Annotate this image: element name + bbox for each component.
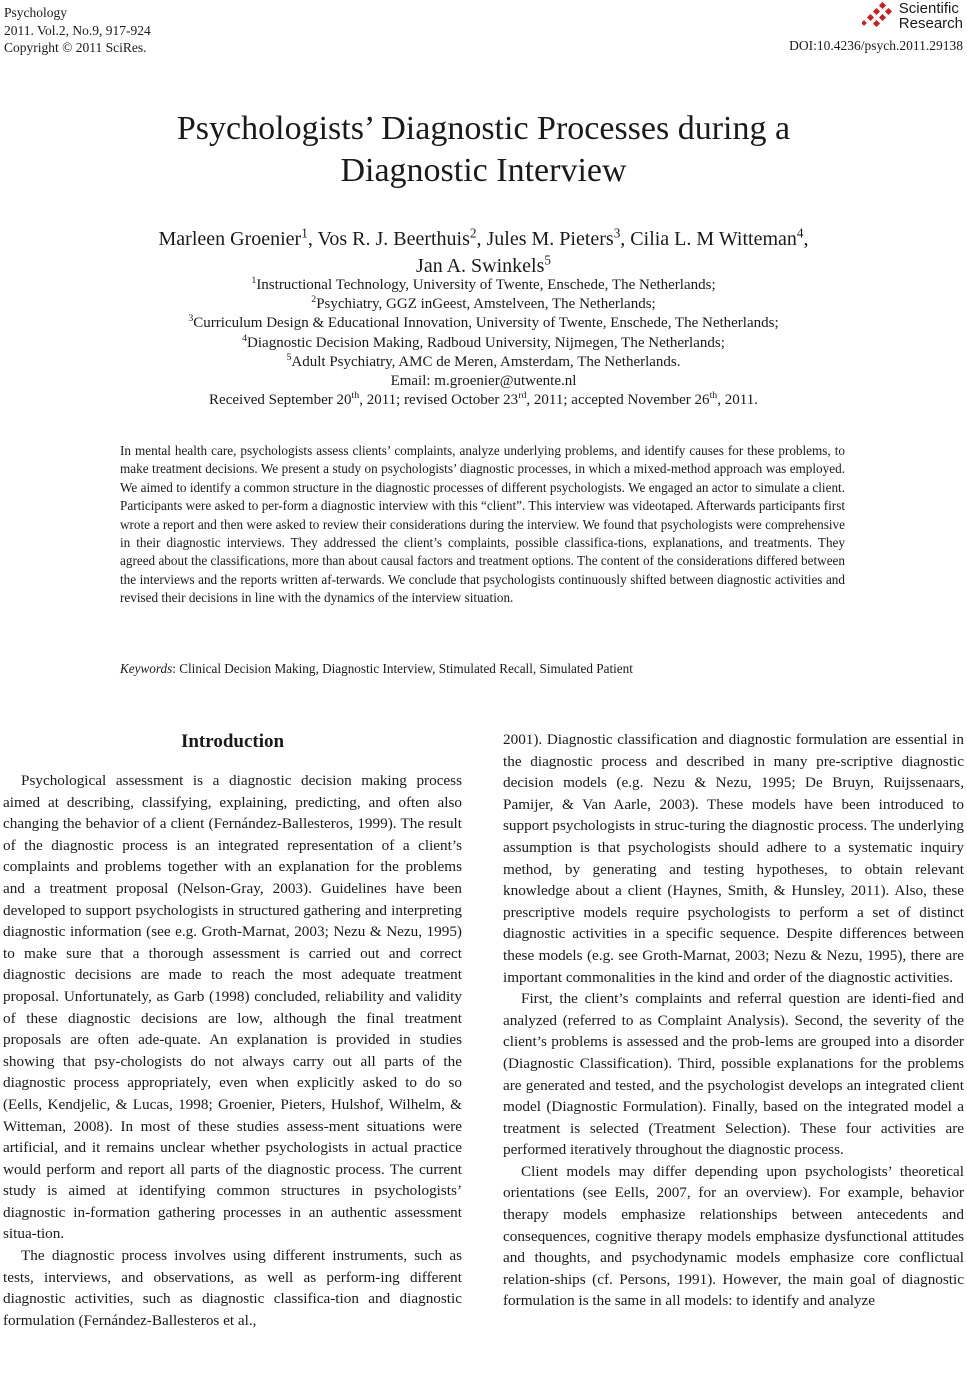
- affiliation-3: [0, 314, 967, 333]
- logo-line-1: Scientific: [898, 0, 959, 17]
- doi-line: DOI:10.4236/psych.2011.29138: [789, 38, 963, 53]
- paragraph: Psychological assessment is a diagnostic decision making process aimed at describing, classifying, explaining, predicting, and often also changing the behavior of a client (Fernández-Ballesteros, 1999). The result of the diagnostic process is an integrated representation of a client’s complaints and problems together with an explanation for the problems and a treatment proposal (Nelson-Gray, 2003). Guidelines have been developed to support psychologists in structured gathering and interpreting diagnostic information (see e.g. Groth-Marnat, 2003; Nezu & Nezu, 1995) to make sure that a thorough assessment is carried out and correct diagnostic decisions are made to reach the most adequate treatment proposal. Unfortunately, as Garb (1998) concluded, reliability and validity of these diagnostic decisions are low, although the final treatment proposals are often ade-quate. An explanation is provided in studies showing that psy-chologists do not always carry out all parts of the diagnostic process appropriately, even when explicitly asked to do so (Eells, Kendjelic, & Lucas, 1998; Groenier, Pieters, Hulshof, Wilhelm, & Witteman, 2008). In most of these studies assess-ment situations were artificial, and it remains unclear whether psychologists in actual practice would perform and report all parts of the diagnostic process. The current study is aimed at identifying common structures in psychologists’ diagnostic in-formation gathering processes in an authentic assessment situa-tion.: [3, 772, 462, 1243]
- affiliations: [0, 276, 967, 410]
- affiliation-4: [0, 334, 967, 353]
- affiliation-4-text: Diagnostic Decision Making, Radboud University, Nijmegen, The Netherlands;: [247, 334, 725, 351]
- right-column: [503, 729, 964, 1312]
- accepted-year: , 2011.: [717, 392, 758, 409]
- paragraph: First, the client’s complaints and referral question are identi-fied and analyzed (referred to as Complaint Analysis). Second, the severity of the client’s problems is assessed and the prob-lems are grouped into a disorder (Diagnostic Classification). Third, possible explanations for the problems are generated and tested, and the psychologist develops an integrated client model (Diagnostic Formulation). Finally, based on the integrated model a treatment is selected (Treatment Selection). These four activities are performed iteratively throughout the diagnostic process.: [503, 990, 964, 1159]
- author-2-sup: 2: [469, 225, 477, 241]
- revised-sup: rd: [518, 390, 527, 402]
- affiliation-1-text: Instructional Technology, University of Twente, Enschede, The Netherlands;: [256, 277, 716, 293]
- author-4-sup: 4: [796, 225, 804, 241]
- author-5: Jan A. Swinkels: [416, 255, 545, 277]
- copyright-line: Copyright © 2011 SciRes.: [4, 40, 147, 55]
- affiliation-2-text: Psychiatry, GGZ inGeest, Amstelveen, The Netherlands;: [316, 296, 656, 313]
- received-line: [0, 391, 967, 410]
- keywords: [120, 661, 845, 677]
- title-line-1: Psychologists’ Diagnostic Processes during a: [176, 110, 791, 147]
- author-2: , Vos R. J. Beerthuis: [307, 228, 470, 250]
- paragraph: The diagnostic process involves using different instruments, such as tests, interviews, and observations, as well as perform-ing different diagnostic activities, such as diagnostic classifica-tion and diagnostic formulation (Fernández-Ballesteros et al.,: [3, 1247, 462, 1329]
- affiliation-1: [0, 276, 967, 295]
- author-4: , Cilia L. M Witteman: [620, 228, 797, 250]
- paragraph: Client models may differ depending upon psychologists’ theoretical orientations (see Eells, 2007, for an overview). For example, behavior therapy models emphasize relationships between antecedents and consequences, cognitive therapy models emphasize dysfunctional attitudes and thoughts, and psychodynamic models emphasize core conflictual relation-ships (cf. Persons, 1991). However, the main goal of diagnostic formulation is the same in all models: to identify and analyze: [503, 1162, 964, 1310]
- accepted-sup: th: [709, 390, 718, 402]
- keywords-text: : Clinical Decision Making, Diagnostic Interview, Stimulated Recall, Simulated Patient: [172, 661, 633, 676]
- affiliation-2: [0, 295, 967, 314]
- affiliation-1-sup: 1: [251, 275, 257, 286]
- scirp-logo-icon: [862, 1, 896, 31]
- accepted-date: , 2011; accepted November 26: [526, 392, 710, 409]
- affiliation-5: [0, 353, 967, 372]
- affiliation-3-text: Curriculum Design & Educational Innovation, University of Twente, Enschede, The Netherlands;: [193, 315, 779, 332]
- author-1-sup: 1: [301, 225, 308, 241]
- publisher-logo: [862, 1, 963, 31]
- journal-volume: 2011. Vol.2, No.9, 917-924: [4, 22, 151, 38]
- revised-date: , 2011; revised October 23: [359, 392, 519, 409]
- section-heading: Introduction: [180, 731, 285, 752]
- author-3-sup: 3: [613, 225, 621, 241]
- left-column: [3, 729, 462, 1331]
- received-date: Received September 20: [209, 392, 352, 409]
- journal-header: [4, 4, 151, 57]
- logo-line-2: Research: [898, 15, 963, 32]
- author-4-tail: ,: [803, 228, 809, 250]
- paragraph: 2001). Diagnostic classification and diagnostic formulation are essential in the diagnostic process and described in many pre-scriptive diagnostic decision models (e.g. Nezu & Nezu, 1995; De Bruyn, Ruijssenaars, Pamijer, & Van Aarle, 2003). These models have been introduced to support psychologists in struc-turing the diagnostic process. The underlying assumption is that psychologists should adhere to a systematic inquiry method, by generating and testing hypotheses, to obtain relevant knowledge about a client (Haynes, Smith, & Hunsley, 2011). Also, these prescriptive models require psychologists to perform a set of distinct diagnostic activities in a specific sequence. Despite differences between these models (e.g. see Groth-Marnat, 2003; Nezu & Nezu, 1995), there are important commonalities in the kind and order of the diagnostic activities.: [503, 731, 964, 986]
- affiliation-4-sup: 4: [242, 332, 248, 344]
- abstract: In mental health care, psychologists assess clients’ complaints, analyze underlying problems, and identify causes for these problems, to make treatment decisions. We present a study on psychologists’ diagnostic processes, in which a mixed-method approach was employed. We aimed to identify a common structure in the diagnostic processes of different psychologists. We engaged an actor to simulate a client. Participants were asked to per-form a diagnostic interview with this “client”. This interview was videotaped. Afterwards participants first wrote a report and then were asked to review their considerations during the interview. We found that psychologists were comprehensive in their diagnostic interviews. They addressed the client’s complaints, possible classifica-tions, explanations, and treatments. They agreed about the classifications, more than about causal factors and treatment options. The content of the considerations differed between the interviews and the reports written af-terwards. We conclude that psychologists continuously shifted between diagnostic activities and revised their decisions in line with the dynamics of the interview situation.: [120, 443, 845, 606]
- author-3: , Jules M. Pieters: [476, 228, 614, 250]
- affiliation-3-sup: 3: [188, 313, 194, 325]
- journal-name: Psychology: [4, 5, 68, 20]
- author-5-sup: 5: [544, 252, 551, 268]
- author-1: Marleen Groenier: [158, 228, 302, 250]
- author-list: [0, 226, 967, 280]
- affiliation-5-text: Adult Psychiatry, AMC de Meren, Amsterdam, The Netherlands.: [291, 353, 681, 370]
- paper-title: [0, 108, 967, 192]
- affiliation-2-sup: 2: [311, 294, 317, 306]
- email-line: Email: m.groenier@utwente.nl: [390, 373, 577, 390]
- title-line-2: Diagnostic Interview: [340, 152, 627, 189]
- received-sup: th: [351, 390, 360, 402]
- affiliation-5-sup: 5: [286, 351, 292, 363]
- keywords-label: Keywords: [120, 661, 173, 676]
